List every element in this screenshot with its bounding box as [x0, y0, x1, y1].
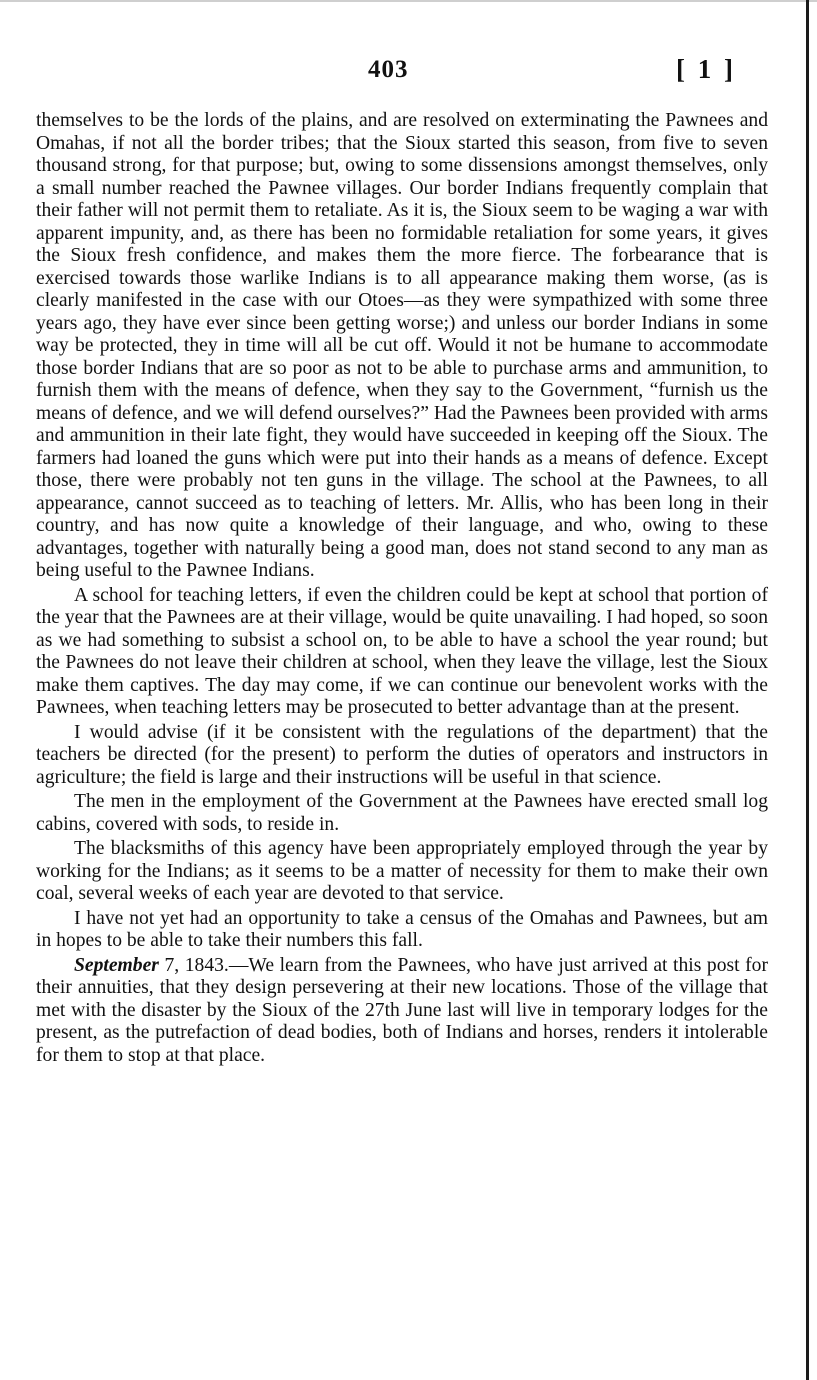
paragraph-september-entry: [36, 955, 768, 1068]
paragraph-continuation: themselves to be the lords of the plains, and are resolved on exterminating the Pawnees and Omahas, if not all the border tribes; that the Sioux started this season, from five to seven thousand strong, for that purpose; but, owing to some dissensions amongst themselves, only a small number reached the Pawnee villages. Our border Indians frequently complain that their father will not permit them to retaliate. As it is, the Sioux seem to be waging a war with apparent impunity, and, as there has been no formidable retaliation for some years, it gives the Sioux fresh confidence, and makes them the more fierce. The forbearance that is exercised towards those warlike Indians is to all appearance making them worse, (as is clearly manifested in the case with our Otoes—as they were sympathized with some three years ago, they have ever since been getting worse;) and unless our border Indians in some way be protected, they in time will all be cut off. Would it not be humane to accommodate those border Indians that are so poor as not to be able to purchase arms and ammunition, to furnish them with the means of defence, when they say to the Government, “furnish us the means of defence, and we will defend ourselves?” Had the Pawnees been provided with arms and ammunition in their late fight, they would have succeeded in keeping off the Sioux. The farmers had loaned the guns which were put into their hands as a means of defence. Except those, there were probably not ten guns in the village. The school at the Pawnees, to all appearance, cannot succeed as to teaching of letters. Mr. Allis, who has been long in their country, and has now quite a knowledge of their language, and who, owing to these advantages, together with naturally being a good man, does not stand second to any man as being useful to the Pawnee Indians.: [36, 110, 768, 581]
page-right-edge: [806, 0, 809, 1380]
page-top-edge: [0, 0, 817, 2]
dateline-month: September: [74, 954, 159, 976]
body-text: [36, 110, 768, 1067]
paragraph-teachers: I would advise (if it be consistent with the regulations of the department) that the teachers be directed (for the present) to perform the duties of operators and instructors in agriculture; the field is large and their instructions will be useful in that science.: [36, 721, 768, 788]
paragraph-school: A school for teaching letters, if even the children could be kept at school that portion of the year that the Pawnees are at their village, would be quite unavailing. I had hoped, so soon as we had something to subsist a school on, to be able to have a school the year round; but the Pawnees do not leave their children at school, when they leave the village, lest the Sioux make them captives. The day may come, if we can continue our benevolent works with the Pawnees, when teaching letters may be prosecuted to better advantage than at the present.: [36, 584, 768, 718]
paragraph-census: I have not yet had an opportunity to take a census of the Omahas and Pawnees, but am in hopes to be able to take their numbers this fall.: [36, 907, 768, 951]
document-number: [ 1 ]: [676, 54, 736, 84]
page-number: 403: [368, 56, 409, 83]
paragraph-blacksmiths: The blacksmiths of this agency have been appropriately employed through the year by working for the Indians; as it seems to be a matter of necessity for them to make their own coal, several weeks of each year are devoted to that service.: [36, 838, 768, 904]
dateline-entry-text: 7, 1843.—We learn from the Pawnees, who have just arrived at this post for their annuities, that they design persevering at their new locations. Those of the village that met with the disaster by the Sioux of the 27th June last will live in temporary lodges for the present, as the putrefaction of dead bodies, both of Indians and horses, renders it intolerable for them to stop at that place.: [36, 954, 768, 1066]
page-header: [0, 52, 817, 92]
paragraph-log-cabins: The men in the employment of the Government at the Pawnees have erected small log cabins, covered with sods, to reside in.: [36, 791, 768, 835]
